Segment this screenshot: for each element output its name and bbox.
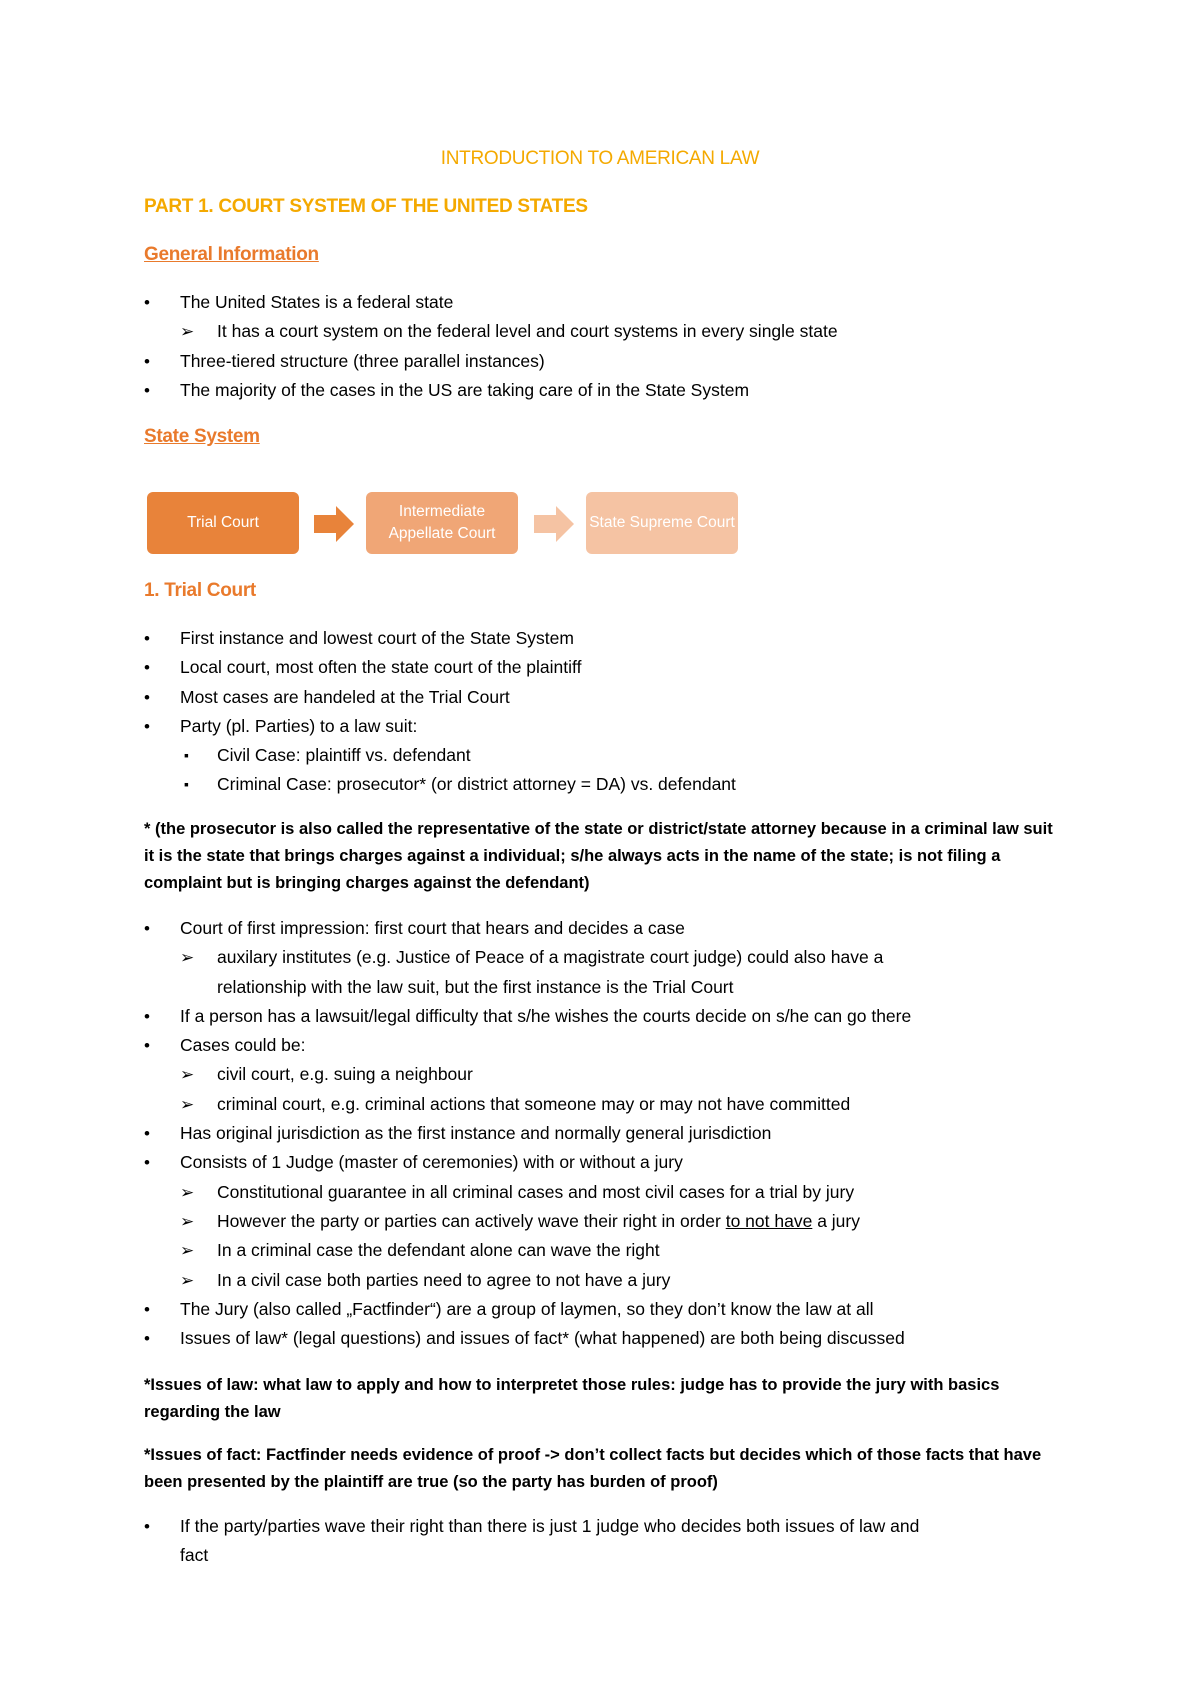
- state-system-diagram: [144, 492, 744, 558]
- trial-court-heading: 1. Trial Court: [144, 580, 256, 601]
- list-item: ▪ Criminal Case: prosecutor* (or district attorney = DA) vs. defendant: [144, 770, 1064, 799]
- list-item: • The United States is a federal state: [144, 288, 1064, 317]
- intermediate-appellate-court-box: Intermediate Appellate Court: [366, 492, 518, 554]
- general-information-heading: General Information: [144, 244, 319, 265]
- part-heading: PART 1. COURT SYSTEM OF THE UNITED STATES: [144, 196, 588, 217]
- list-item: ➢ In a criminal case the defendant alone can wave the right: [144, 1236, 1064, 1265]
- list-item: • First instance and lowest court of the State System: [144, 624, 1064, 653]
- list-item: • Consists of 1 Judge (master of ceremonies) with or without a jury: [144, 1148, 1064, 1177]
- list-item: • Has original jurisdiction as the first instance and normally general jurisdiction: [144, 1119, 1064, 1148]
- list-item: [144, 1207, 1064, 1236]
- general-information-list: [144, 288, 1064, 405]
- issues-of-law-note: *Issues of law: what law to apply and how to interpretet those rules: judge has to provide the jury with basics regarding the law: [144, 1376, 1000, 1421]
- trial-court-box: Trial Court: [147, 492, 299, 554]
- arrow-right-icon: [314, 506, 354, 542]
- prosecutor-note: * (the prosecutor is also called the representative of the state or district/state attorney because in a criminal law suit it is the state that brings charges against a individual; s/he always acts in the name of the state; is not filing a complaint but is bringing charges against the defendant): [144, 820, 1053, 892]
- list-item-text: However the party or parties can actively wave their right in order: [217, 1210, 721, 1231]
- state-system-heading: State System: [144, 426, 260, 447]
- list-item-text: a jury: [817, 1210, 860, 1231]
- issues-of-fact-note: *Issues of fact: Factfinder needs evidence of proof -> don’t collect facts but decides which of those facts that have been presented by the plaintiff are true (so the party has burden of proof): [144, 1446, 1042, 1491]
- trial-court-list: [144, 624, 1064, 800]
- list-item-continuation: relationship with the law suit, but the first instance is the Trial Court: [217, 976, 734, 997]
- list-item: ➢ It has a court system on the federal level and court systems in every single state: [144, 317, 1064, 346]
- list-item: • Most cases are handeled at the Trial Court: [144, 683, 1064, 712]
- list-item: ➢ civil court, e.g. suing a neighbour: [144, 1060, 1064, 1089]
- list-item: • Local court, most often the state court of the plaintiff: [144, 653, 1064, 682]
- document-title: INTRODUCTION TO AMERICAN LAW: [440, 148, 760, 169]
- list-item: • The majority of the cases in the US are taking care of in the State System: [144, 376, 1064, 405]
- list-item: • If a person has a lawsuit/legal difficulty that s/he wishes the courts decide on s/he can go there: [144, 1002, 1064, 1031]
- list-item: ➢ In a civil case both parties need to agree to not have a jury: [144, 1266, 1064, 1295]
- list-item: ➢ Constitutional guarantee in all criminal cases and most civil cases for a trial by jury: [144, 1178, 1064, 1207]
- list-item: • Party (pl. Parties) to a law suit:: [144, 712, 1064, 741]
- list-item: • Cases could be:: [144, 1031, 1064, 1060]
- list-item: ➢ auxilary institutes (e.g. Justice of Peace of a magistrate court judge) could also have a: [144, 943, 1064, 972]
- arrow-right-icon: [534, 506, 574, 542]
- underlined-text: to not have: [725, 1210, 813, 1231]
- trial-court-list-2: [144, 914, 1064, 1353]
- list-item: • The Jury (also called „Factfinder“) are a group of laymen, so they don’t know the law at all: [144, 1295, 1064, 1324]
- list-item: ➢ criminal court, e.g. criminal actions that someone may or may not have committed: [144, 1090, 1064, 1119]
- list-item: • Court of first impression: first court that hears and decides a case: [144, 914, 1064, 943]
- list-item-continuation: fact: [180, 1545, 209, 1566]
- list-item: • Issues of law* (legal questions) and issues of fact* (what happened) are both being discussed: [144, 1324, 1064, 1353]
- list-item: • If the party/parties wave their right than there is just 1 judge who decides both issues of law and: [144, 1512, 1064, 1541]
- list-item: ▪ Civil Case: plaintiff vs. defendant: [144, 741, 1064, 770]
- trial-court-list-3: [144, 1512, 1064, 1571]
- list-item: • Three-tiered structure (three parallel instances): [144, 347, 1064, 376]
- state-supreme-court-box: State Supreme Court: [586, 492, 738, 554]
